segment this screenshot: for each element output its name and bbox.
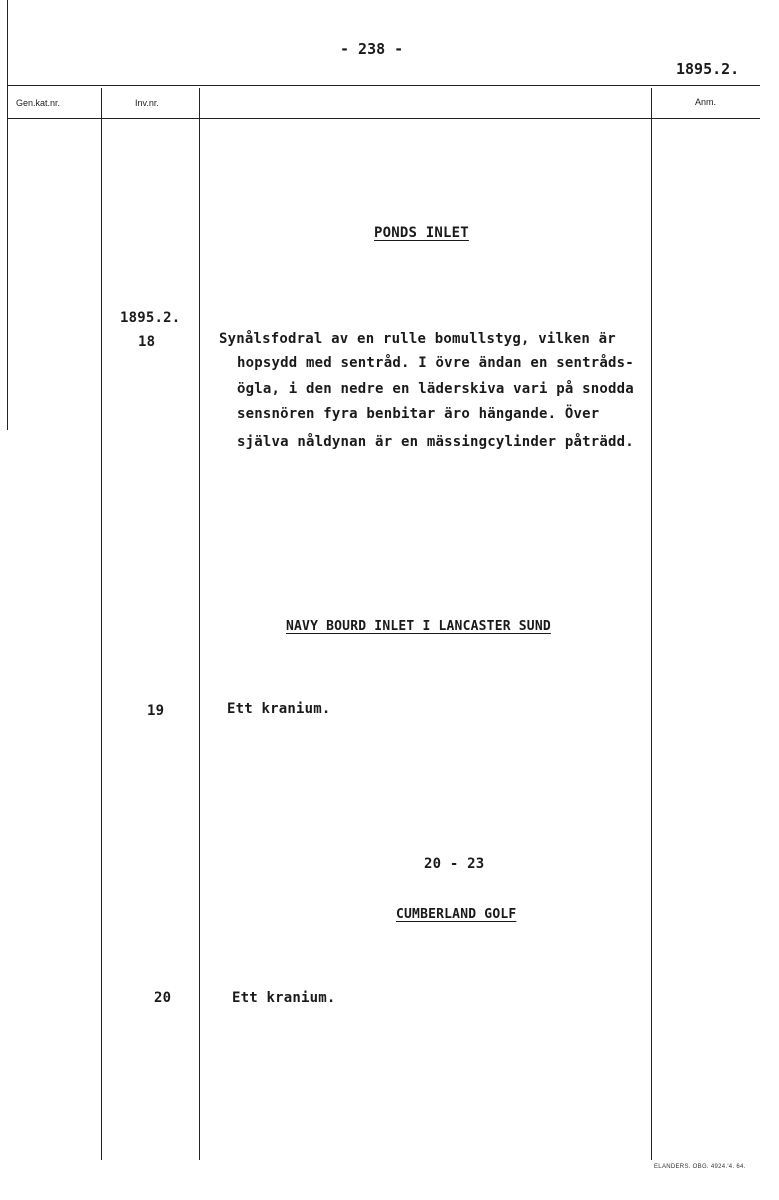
column-header-inv: Inv.nr. bbox=[135, 98, 159, 108]
column-divider-desc-anm bbox=[651, 88, 652, 1160]
inventory-year: 1895.2. bbox=[120, 310, 181, 326]
header-top-rule bbox=[7, 85, 760, 86]
column-header-anm: Anm. bbox=[695, 97, 717, 107]
description-line-2: hopsydd med sentråd. I övre ändan en sentråds- bbox=[237, 355, 634, 371]
header-bottom-rule bbox=[7, 118, 760, 119]
column-header-gen-kat: Gen.kat.nr. bbox=[16, 98, 61, 108]
description-line-4: sensnören fyra benbitar äro hängande. Över bbox=[237, 406, 600, 422]
inventory-number-19: 19 bbox=[147, 703, 165, 719]
description-line-3: ögla, i den nedre en läderskiva vari på snodda bbox=[237, 381, 634, 397]
description-skull-19: Ett kranium. bbox=[227, 701, 331, 717]
page-number: - 238 - bbox=[340, 40, 404, 58]
year-reference: 1895.2. bbox=[676, 60, 740, 78]
left-page-edge-line bbox=[7, 0, 8, 430]
printer-imprint: ELANDERS. OBG. 4924.'4. 64. bbox=[654, 1164, 746, 1170]
description-line-1: Synålsfodral av en rulle bomullstyg, vilken är bbox=[219, 331, 616, 347]
section-heading-navy-bourd-inlet: NAVY BOURD INLET I LANCASTER SUND bbox=[286, 619, 551, 634]
section-heading-cumberland-golf: CUMBERLAND GOLF bbox=[396, 907, 517, 922]
description-line-5: själva nåldynan är en mässingcylinder påträdd. bbox=[237, 434, 634, 450]
inventory-number-18: 18 bbox=[138, 334, 156, 350]
column-divider-inv-desc bbox=[199, 88, 200, 1160]
inventory-range: 20 - 23 bbox=[424, 856, 485, 872]
column-divider-gen-inv bbox=[101, 88, 102, 1160]
description-skull-20: Ett kranium. bbox=[232, 990, 336, 1006]
inventory-number-20: 20 bbox=[154, 990, 172, 1006]
section-heading-ponds-inlet: PONDS INLET bbox=[374, 225, 469, 241]
